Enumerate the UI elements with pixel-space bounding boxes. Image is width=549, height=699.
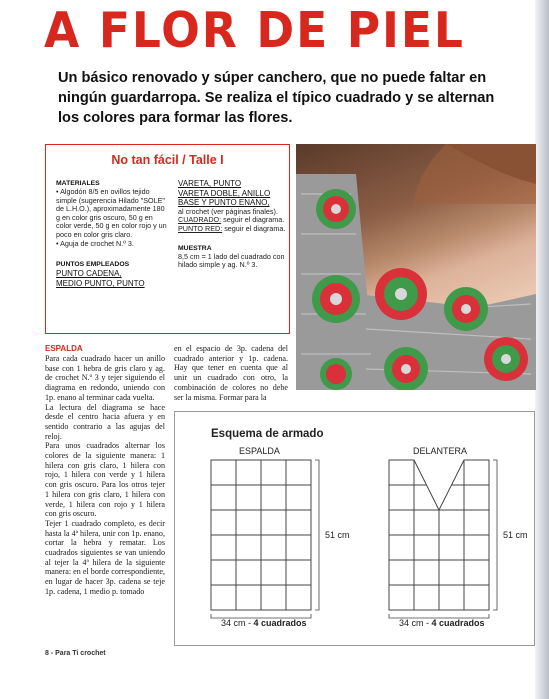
stitch-item: MEDIO PUNTO, PUNTO [56,278,145,288]
magazine-name: Para Ti crochet [55,650,106,657]
front-width-label [399,618,485,628]
back-height-label: 51 cm [325,530,350,540]
assembly-scheme [174,411,535,646]
body-paragraph: Para cada cuadrado hacer un anillo base con 1 hebra de gris claro y ag. de crochet N.º 3 y tejer siguiendo el diagrama en redondo, uniendo con 1p. enano al terminar cada vuelta. [45,354,165,402]
width-value: 34 cm [221,618,246,628]
punto-red-instruction [178,225,288,234]
materials-label: MATERIALES [56,180,100,187]
back-label: ESPALDA [239,446,280,456]
width-separator: - [423,618,432,628]
page-subtitle: Un básico renovado y súper canchero, que no puede faltar en ningún guardarropa. Se realiza el típico cuadrado y se alternan los colores para formar las flores. [58,70,495,126]
footer-separator: - [48,650,56,657]
info-box [45,144,290,334]
materials-item: • Algodón 8/5 en ovillos tejido simple (sugerencia Hilado "SOLE" de L.H.O.), aproximadamente 180 g en color gris oscuro, 50 g en color verde, 50 g en color rojo y un poco en color gris claro. [56,187,167,239]
front-height-label: 51 cm [503,530,528,540]
materials-item: • Aguja de crochet N.º 3. [56,238,134,248]
info-right-column [178,179,288,270]
page-title: A FLOR DE PIEL [44,2,465,59]
punto-red-text: seguir el diagrama. [222,223,286,233]
section-heading-espalda: ESPALDA [45,344,83,353]
scheme-title: Esquema de armado [211,428,324,440]
page-edge [535,0,549,699]
body-paragraph: La lectura del diagrama se hace desde el centro hacia afuera y en sentido contrario a las agujas del reloj. [45,402,165,441]
stitch-item: VARETA, PUNTO [178,179,242,188]
stitch-item: PUNTO CADENA, [56,269,122,279]
dimension-lines [211,460,497,618]
stitches-label: PUNTOS EMPLEADOS [56,261,130,269]
body-paragraph: Tejer 1 cuadrado completo, es decir hasta la 4ª hilera, unir con 1p. enano, cortar la hebra y rematar. Los cuadrados siguientes se van uniendo al tejer la 4ª hilera de la siguiente manera: en el borde correspondiente, en lugar de hacer 3p. cadena se teje 1p. cadena, 1 medio p. tomado [45,518,165,596]
stitch-item: VARETA DOBLE, ANILLO [178,188,271,198]
body-column-2 [174,344,288,402]
front-label: DELANTERA [413,446,468,456]
garment-photo [296,144,536,390]
stitches-note: al crochet (ver páginas finales). [178,206,278,216]
punto-red-term: PUNTO RED: [178,223,223,233]
width-separator: - [245,618,254,628]
muestra-text: 8,5 cm = 1 lado del cuadrado con hilado simple y ag. N.º 3. [178,251,285,270]
width-squares: 4 cuadrados [253,618,307,628]
stitch-item: BASE Y PUNTO ENANO, [178,198,270,208]
page-number: 8 [45,650,49,657]
back-width-label [221,618,307,628]
front-grid [389,460,489,610]
cuadrado-text: seguir el diagrama. [221,215,285,225]
scheme-diagram [175,412,536,647]
width-value: 34 cm [399,618,424,628]
body-column-1 [45,354,165,597]
info-left-column [56,179,168,288]
body-paragraph: Para unos cuadrados alternar los colores de la siguiente manera: 1 hilera con gris claro, 1 hilera con rojo, 1 hilera con verde y 1 hilera con gris oscuro. Para los otros tejer 1 hilera con gris claro, 1 hilera con verde, 1 hilera con rojo y 1 hilera con gris oscuro. [45,441,165,519]
width-squares: 4 cuadrados [431,618,485,628]
body-paragraph: en el espacio de 3p. cadena del cuadrado anterior y 1p. cadena. Hay que tener en cuenta que al unir un cuadrado con otro, la combinación de colores no debe ser la misma. Formar para la [174,344,288,402]
crochet-top-illustration [296,144,536,390]
page-footer [45,650,106,657]
muestra-label: MUESTRA [178,244,212,252]
back-grid [211,460,311,610]
difficulty-size-heading: No tan fácil / Talle I [111,153,224,167]
cuadrado-term: CUADRADO: [178,215,222,225]
